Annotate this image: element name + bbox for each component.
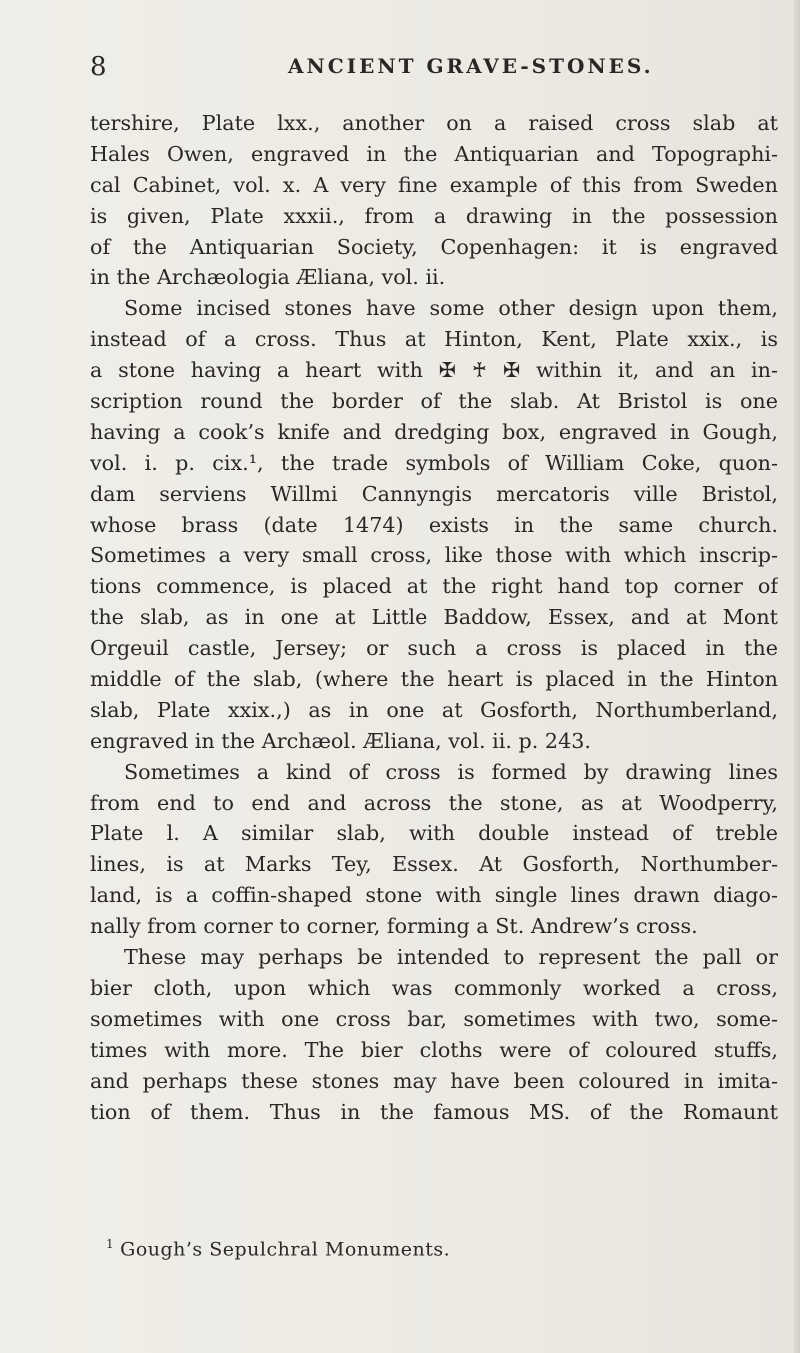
- text-line: bier cloth, upon which was commonly worked a cross,: [90, 975, 778, 1000]
- text-line: in the Archæologia Æliana, vol. ii.: [90, 265, 446, 290]
- text-line: tions commence, is placed at the right hand top corner of: [90, 574, 778, 599]
- text-line: from end to end and across the stone, as at Woodperry,: [90, 790, 778, 815]
- text-line: scription round the border of the slab. At Bristol is one: [90, 389, 778, 414]
- footnote: [106, 1237, 450, 1260]
- text-line: and perhaps these stones may have been coloured in imita-: [90, 1068, 778, 1093]
- text-line: lines, is at Marks Tey, Essex. At Gosforth, Northumber-: [90, 852, 778, 877]
- text-line: engraved in the Archæol. Æliana, vol. ii. p. 243.: [90, 728, 591, 753]
- text-line: tershire, Plate lxx., another on a raised cross slab at: [90, 111, 778, 135]
- text-line: land, is a coffin-shaped stone with single lines drawn diago-: [90, 883, 778, 908]
- footnote-mark: 1: [106, 1237, 115, 1251]
- body-text: [90, 108, 778, 1127]
- text-line: is given, Plate xxxii., from a drawing in the possession: [90, 203, 778, 228]
- text-line: Sometimes a kind of cross is formed by drawing lines: [124, 759, 778, 784]
- text-line: having a cook’s knife and dredging box, engraved in Gough,: [90, 419, 778, 444]
- page-number: 8: [90, 52, 108, 82]
- text-line: nally from corner to corner, forming a St. Andrew’s cross.: [90, 914, 698, 939]
- running-title: ANCIENT GRAVE-STONES.: [288, 54, 654, 78]
- text-line: tion of them. Thus in the famous MS. of the Romaunt: [90, 1099, 778, 1124]
- text-line: whose brass (date 1474) exists in the same church.: [90, 512, 778, 537]
- text-line: the slab, as in one at Little Baddow, Essex, and at Mont: [90, 605, 778, 630]
- text-line: Sometimes a very small cross, like those with which inscrip-: [90, 543, 778, 568]
- text-line: cal Cabinet, vol. x. A very fine example of this from Sweden: [90, 172, 778, 197]
- text-line: instead of a cross. Thus at Hinton, Kent, Plate xxix., is: [90, 327, 778, 352]
- page-header: [90, 52, 780, 84]
- text-line: of the Antiquarian Society, Copenhagen: it is engraved: [90, 234, 778, 259]
- text-line: These may perhaps be intended to represent the pall or: [124, 945, 778, 970]
- text-line: sometimes with one cross bar, sometimes with two, some-: [90, 1006, 778, 1031]
- text-line: a stone having a heart with ✠ ♰ ✠ within it, and an in-: [90, 358, 778, 383]
- text-line: dam serviens Willmi Cannyngis mercatoris ville Bristol,: [90, 481, 778, 506]
- text-line: Plate l. A similar slab, with double instead of treble: [90, 821, 778, 846]
- text-line: Hales Owen, engraved in the Antiquarian and Topographi-: [90, 141, 778, 166]
- text-line: times with more. The bier cloths were of coloured stuffs,: [90, 1037, 778, 1062]
- text-line: Orgeuil castle, Jersey; or such a cross is placed in the: [90, 636, 778, 661]
- text-line: middle of the slab, (where the heart is placed in the Hinton: [90, 667, 778, 692]
- text-line: slab, Plate xxix.,) as in one at Gosforth, Northumberland,: [90, 697, 778, 722]
- text-line: Some incised stones have some other design upon them,: [124, 296, 778, 321]
- text-line: vol. i. p. cix.¹, the trade symbols of William Coke, quon-: [90, 450, 778, 475]
- footnote-text: Gough’s Sepulchral Monuments.: [120, 1238, 451, 1261]
- page-edge: [794, 0, 800, 1353]
